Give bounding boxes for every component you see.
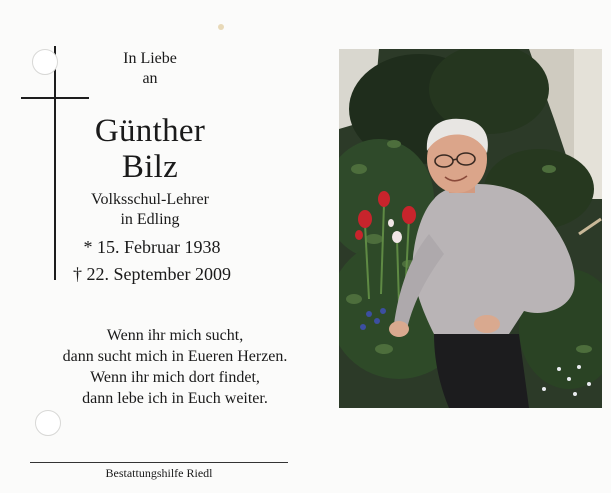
intro-line-2: an — [142, 70, 158, 87]
occupation: Volksschul-Lehrer — [91, 191, 209, 208]
death-date: † 22. September 2009 — [73, 264, 231, 284]
cross-icon — [54, 46, 56, 280]
last-name: Bilz — [121, 149, 179, 185]
portrait-photo — [339, 49, 602, 408]
verse-line: dann sucht mich in Eueren Herzen. — [62, 348, 288, 365]
verse-line: dann lebe ich in Euch weiter. — [82, 390, 268, 407]
intro-line-1: In Liebe — [123, 50, 177, 67]
punch-hole-top — [32, 49, 58, 75]
place: in Edling — [120, 211, 180, 228]
verse-line: Wenn ihr mich dort findet, — [90, 369, 260, 386]
punch-hole-bottom — [35, 410, 61, 436]
verse-line: Wenn ihr mich sucht, — [106, 327, 244, 344]
paper-speck — [218, 24, 224, 30]
footer-divider — [30, 462, 288, 463]
funeral-home: Bestattungshilfe Riedl — [105, 466, 213, 480]
birth-date: * 15. Februar 1938 — [83, 237, 221, 257]
first-name: Günther — [94, 113, 206, 149]
cross-icon-bar — [21, 97, 89, 99]
